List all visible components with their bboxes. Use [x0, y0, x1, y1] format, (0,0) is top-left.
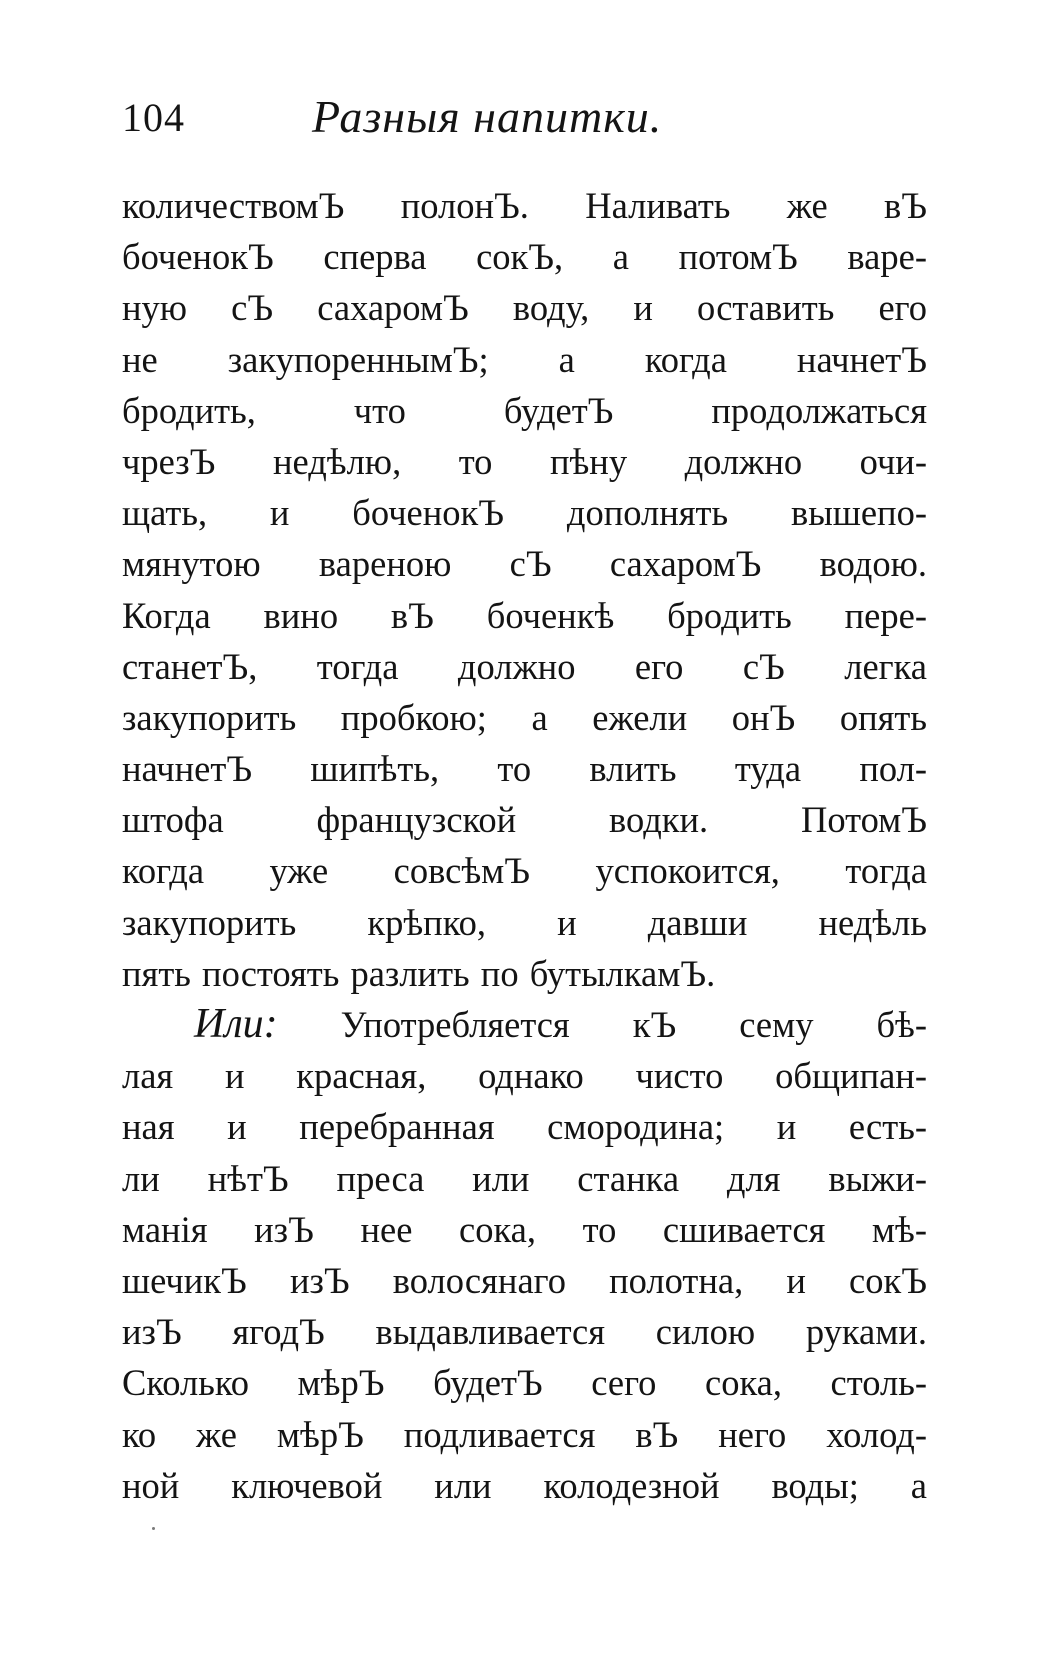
text-line: чрезЪ недѣлю, то пѣну должно очи- [122, 440, 927, 482]
text-line: закупорить пробкою; а ежели онЪ опять [122, 696, 927, 738]
text-line: закупорить крѣпко, и давши недѣль [122, 901, 927, 943]
text-line: манія изЪ нее сока, то сшивается мѣ- [122, 1208, 927, 1250]
text-line: ко же мѣрЪ подливается вЪ него холод- [122, 1413, 927, 1455]
text-line: Когда вино вЪ боченкѣ бродить пере- [122, 594, 927, 636]
text-line: Сколько мѣрЪ будетЪ сего сока, столь- [122, 1362, 927, 1404]
text-line: пять постоять разлить по бутылкамЪ. [122, 952, 716, 994]
text-line: штофа французской водки. ПотомЪ [122, 799, 927, 841]
text-line: боченокЪ сперва сокЪ, а потомЪ варе- [122, 236, 927, 278]
body-text [122, 180, 927, 1511]
paragraph-first-line [122, 999, 927, 1050]
text-line: шечикЪ изЪ волосянаго полотна, и сокЪ [122, 1259, 927, 1301]
text-line: ли нѣтЪ преса или станка для выжи- [122, 1157, 927, 1199]
text-line: когда уже совсѣмЪ успокоится, тогда [122, 850, 927, 892]
paragraph-lead-word: Или: [194, 1001, 278, 1047]
text-line: ную сЪ сахаромЪ воду, и оставить его [122, 287, 927, 329]
paragraph-first-line-text: Употребляется кЪ сему бѣ- [340, 1004, 928, 1045]
page-header [122, 90, 922, 160]
paper-speck [152, 1527, 155, 1530]
text-line: количествомЪ полонЪ. Наливать же вЪ [122, 185, 927, 226]
text-line: бродить, что будетЪ продолжаться [122, 389, 927, 431]
text-line: станетЪ, тогда должно его сЪ легка [122, 645, 927, 687]
text-line: не закупореннымЪ; а когда начнетЪ [122, 338, 927, 380]
text-line: мянутою вареною сЪ сахаромЪ водою. [122, 543, 927, 585]
text-line: изЪ ягодЪ выдавливается силою руками. [122, 1311, 927, 1353]
text-line: ная и перебранная смородина; и есть- [122, 1106, 927, 1148]
page-number: 104 [122, 95, 185, 140]
text-line: лая и красная, однако чисто общипан- [122, 1055, 927, 1097]
text-line: ной ключевой или колодезной воды; а [122, 1464, 927, 1506]
text-line: щать, и боченокЪ дополнять вышепо- [122, 492, 927, 534]
text-line: начнетЪ шипѣть, то влить туда пол- [122, 748, 927, 790]
running-title: Разныя напитки. [312, 91, 663, 142]
